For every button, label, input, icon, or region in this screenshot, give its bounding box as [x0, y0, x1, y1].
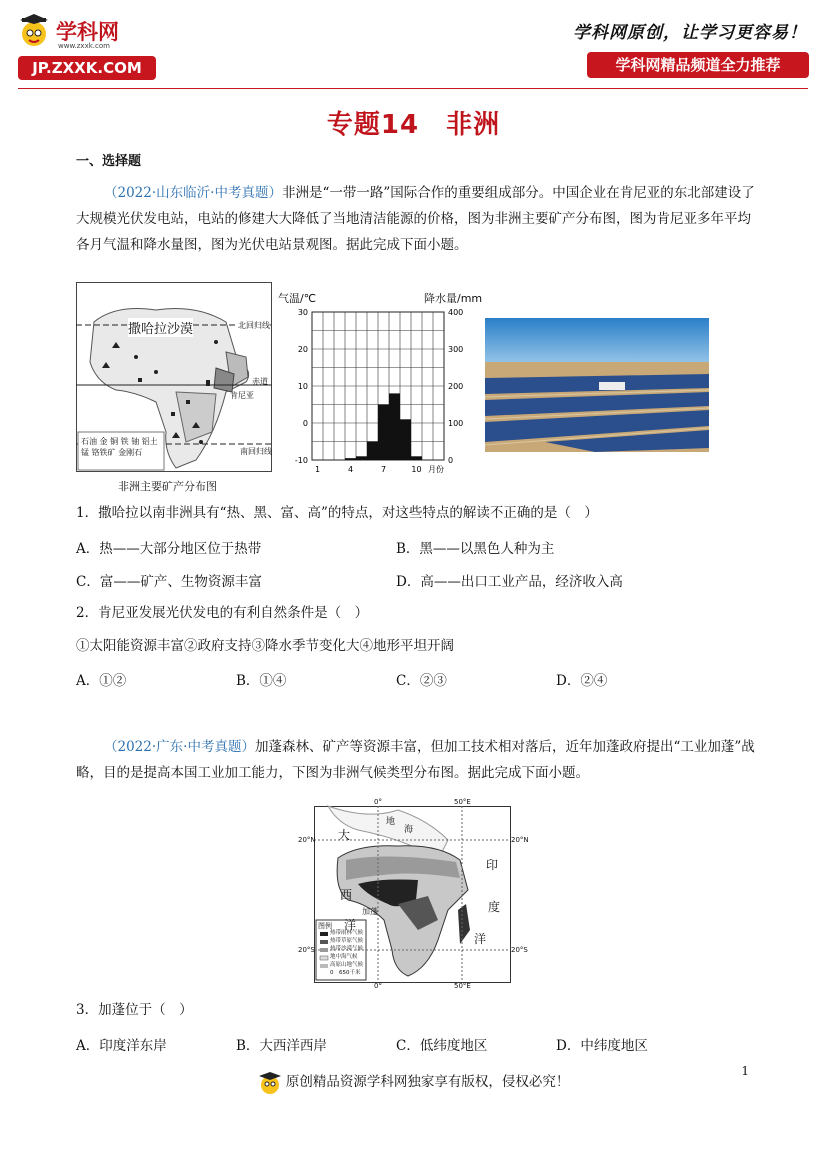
precip-bar-9 [400, 419, 411, 460]
q1-stem: 1．撒哈拉以南非洲具有“热、黑、富、高”的特点，对这些特点的解读不正确的是（ ） [76, 505, 598, 521]
temp-tick: 0 [302, 419, 308, 428]
month-tick: 10 [411, 465, 422, 474]
q3-option-b[interactable]: B．大西洋西岸 [236, 1038, 327, 1054]
climate-plot [276, 290, 484, 480]
ocean-label-1: 大 [338, 828, 351, 842]
q2-option-d[interactable]: D．②④ [556, 673, 608, 689]
mineral-legend [81, 436, 163, 458]
climate-legend [330, 929, 363, 977]
sahara-label: 撒哈拉沙漠 [128, 318, 193, 337]
legend-chromite: 铬铁矿 [91, 448, 116, 457]
temp-tick: -10 [294, 456, 308, 465]
lat-20n-right: 20°N [511, 836, 529, 844]
precip-bar-8 [389, 393, 400, 460]
q2-option-a[interactable]: A．①② [76, 673, 127, 689]
page-title: 专题14 非洲 [326, 110, 501, 140]
passage-1-text: 非洲是“一带一路”国际合作的重要组成部分。中国企业在肯尼亚的东北部建设了大规模光伏发电站，电站的修建大大降低了当地清洁能源的价格，图为非洲主要矿产分布图，图为肯尼亚多年平均各月气温和降水量图，图为光伏电站景观图。据此完成下面小题。 [76, 185, 755, 253]
logo-url: www.zxxk.com [58, 42, 110, 50]
slogan: 学科网原创，让学习更容易！ [573, 23, 807, 43]
indian-label-3: 洋 [474, 932, 487, 946]
copyright-footer [0, 1070, 827, 1095]
page-number: 1 [741, 1064, 749, 1078]
month-tick: 4 [347, 465, 354, 474]
legend-savanna: 热带草原气候 [330, 938, 364, 944]
legend-desert: 热带沙漠气候 [330, 946, 364, 952]
gabon-label: 加蓬 [362, 907, 378, 916]
header-divider [18, 88, 808, 89]
temp-tick: 30 [297, 308, 308, 317]
q3-option-d[interactable]: D．中纬度地区 [556, 1038, 648, 1054]
lat-20s-left: 20°S [298, 946, 315, 954]
q2-items: ①太阳能资源丰富②政府支持③降水季节变化大④地形平坦开阔 [76, 638, 454, 654]
precip-bar-10 [411, 456, 422, 460]
passage-2-text: 加蓬森林、矿产等资源丰富，但加工技术相对落后，近年加蓬政府提出“工业加蓬”战略，目的是提高本国工业加工能力，下图为非洲气候类型分布图。据此完成下面小题。 [76, 739, 755, 781]
lon-0-top: 0° [374, 798, 382, 806]
legend-rainforest: 热带雨林气候 [330, 930, 364, 936]
solar-station-photo [485, 318, 709, 452]
q1-option-d[interactable]: D．高——出口工业产品，经济收入高 [396, 574, 623, 590]
month-tick: 7 [380, 465, 387, 474]
q3-option-c[interactable]: C．低纬度地区 [396, 1038, 488, 1054]
precip-tick: 0 [448, 456, 454, 465]
month-tick: 1 [314, 465, 321, 474]
legend-oil: 石油 [81, 437, 97, 446]
ocean-label-3: 洋 [344, 918, 357, 932]
q1-option-b[interactable]: B．黑——以黑色人种为主 [396, 541, 555, 557]
precip-tick: 200 [448, 382, 464, 391]
lon-0-bottom: 0° [374, 982, 382, 990]
mineral-map [76, 282, 272, 492]
precip-bar-4 [345, 458, 356, 460]
climate-chart [276, 290, 484, 480]
tropic-s-label: 南回归线 [240, 447, 272, 456]
legend-mediterranean: 地中海气候 [330, 954, 358, 960]
passage-2-source[interactable]: （2022·广东·中考真题） [104, 739, 255, 755]
q1-option-a[interactable]: A．热——大部分地区位于热带 [76, 541, 262, 557]
precip-tick: 300 [448, 345, 464, 354]
q3-stem: 3．加蓬位于（ ） [76, 1002, 193, 1018]
mascot-icon [258, 1071, 282, 1095]
passage-1-source[interactable]: （2022·山东临沂·中考真题） [104, 185, 282, 201]
q3-option-a[interactable]: A．印度洋东岸 [76, 1038, 167, 1054]
legend-manganese: 锰 [81, 448, 89, 457]
logo-title: 学科网 [56, 20, 119, 44]
copyright-text: 原创精品资源学科网独家享有版权，侵权必究！ [285, 1074, 570, 1090]
legend-title: 图例 [318, 922, 332, 930]
recommend-banner[interactable]: 学科网精品频道全力推荐 [587, 52, 809, 78]
precip-axis-label: 降水量/mm [424, 292, 483, 305]
lon-50-top: 50°E [454, 798, 471, 806]
med-label-2: 海 [404, 825, 414, 835]
legend-diamond: 金刚石 [118, 448, 143, 457]
legend-iron: 铁 [120, 437, 129, 446]
indian-label-2: 度 [488, 900, 501, 914]
passage-2 [76, 734, 756, 786]
legend-gold: 金 [99, 437, 108, 446]
legend-uranium: 铀 [131, 437, 140, 446]
lon-50-bottom: 50°E [454, 982, 471, 990]
precip-bar-6 [367, 442, 378, 461]
logo-badge[interactable]: JP.ZXXK.COM [18, 56, 156, 80]
kenya-label: 肯尼亚 [230, 391, 254, 400]
passage-1 [76, 180, 756, 258]
precip-bar-5 [356, 456, 367, 460]
med-label-1: 地 [386, 817, 396, 827]
scale-bar: 0 650千米 [330, 970, 361, 976]
map1-caption: 非洲主要矿产分布图 [118, 480, 217, 493]
legend-bauxite: 铝土 [141, 437, 158, 446]
precip-tick: 400 [448, 308, 464, 317]
precip-tick: 100 [448, 419, 464, 428]
indian-label-1: 印 [486, 858, 499, 872]
q2-option-c[interactable]: C．②③ [396, 673, 447, 689]
section-heading: 一、选择题 [76, 154, 142, 169]
ocean-label-2: 西 [340, 888, 353, 902]
q2-stem: 2．肯尼亚发展光伏发电的有利自然条件是（ ） [76, 605, 369, 621]
legend-highland: 高原山地气候 [330, 962, 364, 968]
q1-option-c[interactable]: C．富——矿产、生物资源丰富 [76, 574, 262, 590]
lat-20n-left: 20°N [298, 836, 316, 844]
month-axis-suffix: 月份 [428, 465, 444, 474]
q2-option-b[interactable]: B．①④ [236, 673, 287, 689]
africa-climate-map [298, 800, 530, 990]
temp-axis-label: 气温/℃ [278, 292, 317, 305]
logo [18, 14, 158, 82]
temp-tick: 20 [297, 345, 308, 354]
lat-20s-right: 20°S [511, 946, 528, 954]
equator-label: 赤道 [252, 377, 268, 386]
temp-tick: 10 [297, 382, 308, 391]
legend-copper: 铜 [110, 437, 119, 446]
tropic-n-label: 北回归线 [238, 321, 270, 330]
precip-bar-7 [378, 405, 389, 461]
